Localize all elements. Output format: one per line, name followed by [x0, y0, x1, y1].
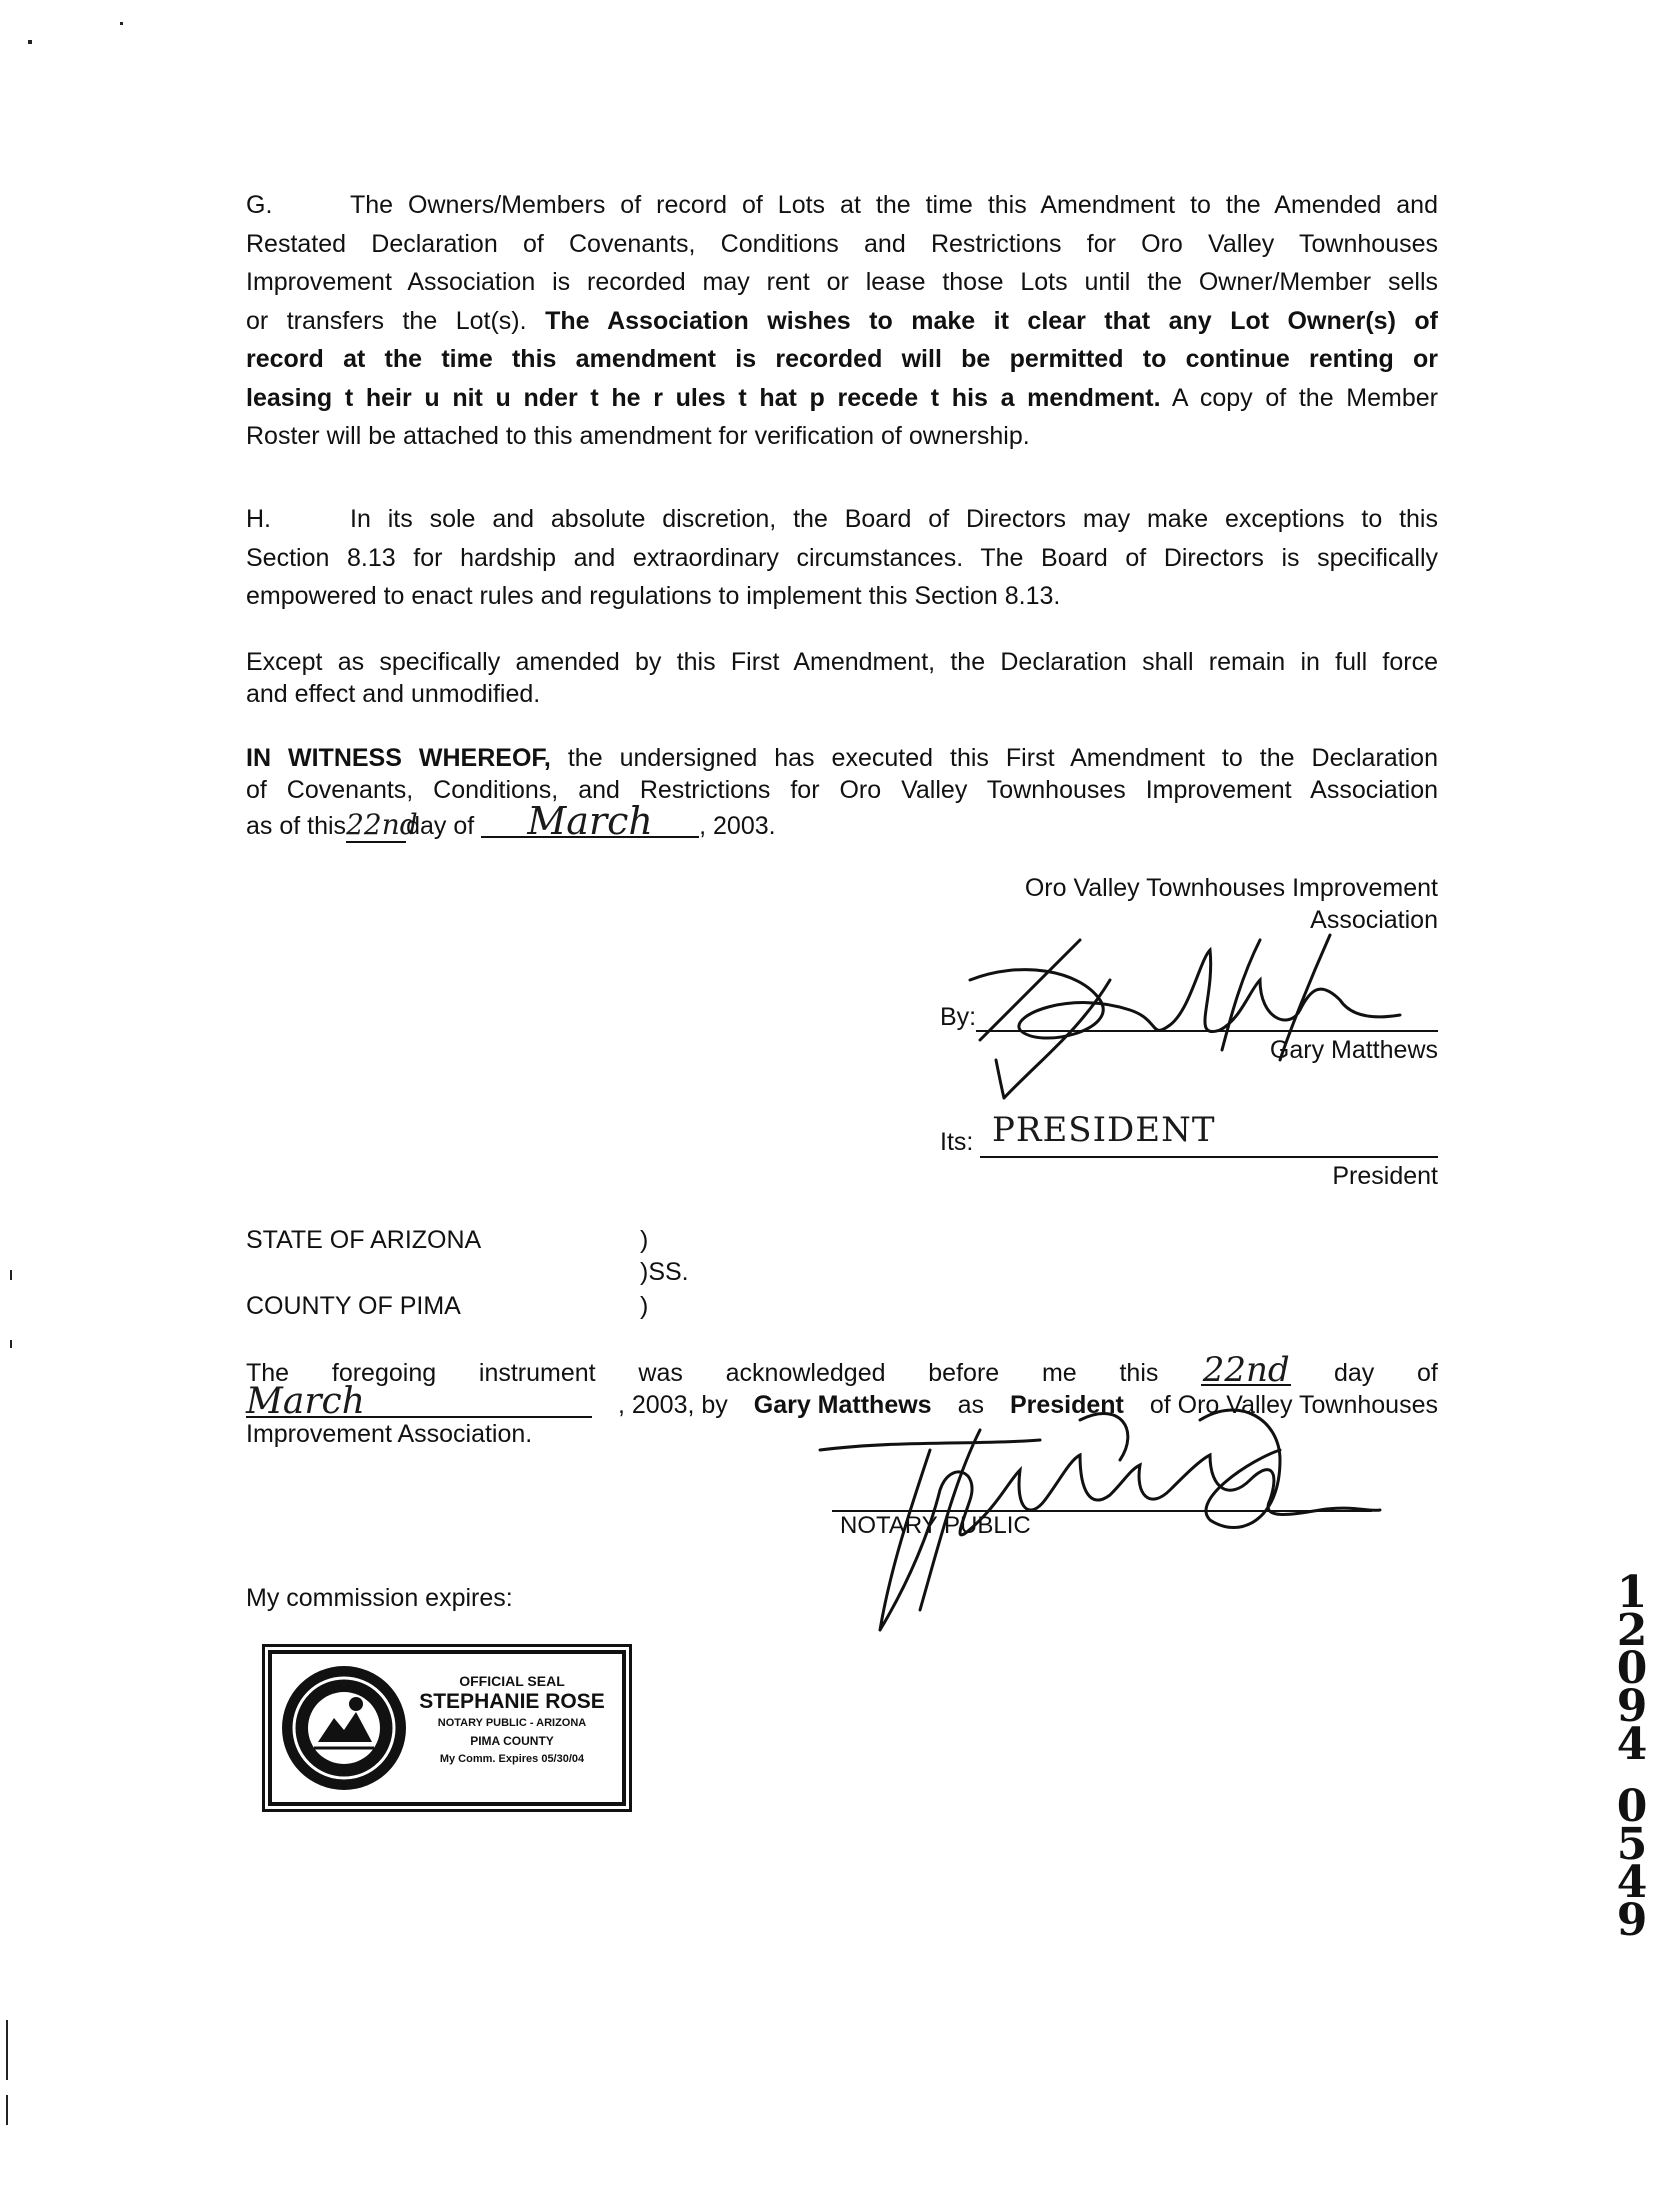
- ack-word: this: [1119, 1359, 1159, 1387]
- margin-digit: 1: [1616, 1567, 1648, 1618]
- ack-word: acknowledged: [725, 1359, 886, 1387]
- witness-month-handwritten: March: [481, 806, 699, 838]
- ack-word: foregoing: [331, 1359, 437, 1387]
- arizona-seal-emblem: [278, 1662, 410, 1794]
- section-h-text: In its sole and absolute discretion, the Board of Directors may make exceptions to this: [350, 505, 1438, 533]
- margin-digit: 4: [1616, 1857, 1648, 1908]
- section-g-label: G.: [246, 191, 273, 219]
- venue-paren: ): [640, 1226, 649, 1254]
- except-text: and effect and unmodified.: [246, 680, 541, 708]
- witness-text: , 2003.: [699, 812, 776, 840]
- section-g-text: Restated Declaration of Covenants, Conditions and Restrictions for Oro Valley Townhouses: [246, 229, 1438, 258]
- ack-word: me: [1041, 1359, 1077, 1387]
- venue-paren: ): [640, 1292, 649, 1320]
- witness-text: as of this: [246, 812, 347, 840]
- by-label: By:: [940, 1003, 977, 1031]
- ack-text: as: [957, 1391, 984, 1419]
- acknowledgment-line-1: [246, 1350, 1438, 1390]
- stephanie-rose-signature: [780, 1400, 1400, 1650]
- section-g-bold-text: record at the time this amendment is recorded will be permitted to continue renting or: [246, 345, 1438, 373]
- except-paragraph: [246, 646, 1438, 710]
- margin-digit: 0: [1616, 1643, 1648, 1694]
- margin-digit: 0: [1616, 1781, 1648, 1832]
- section-g-bold-text: leasing t heir u nit u nder t he r ules t hat p recede t his a mendment.: [246, 383, 1161, 412]
- witness-bold-lead: IN WITNESS WHEREOF,: [246, 744, 551, 772]
- ack-month-handwritten: March: [246, 1388, 592, 1418]
- ack-text: , 2003, by: [617, 1391, 728, 1419]
- witness-text: the undersigned has executed this First Amendment to the Declaration: [567, 744, 1438, 772]
- org-name-line: Oro Valley Townhouses Improvement: [1024, 874, 1438, 902]
- witness-text: day of: [406, 812, 475, 840]
- ack-association: Improvement Association.: [246, 1420, 533, 1448]
- except-text: Except as specifically amended by this First Amendment, the Declaration shall remain in full force: [246, 648, 1438, 676]
- gary-matthews-signature: [960, 920, 1440, 1100]
- commission-expires-label: My commission expires:: [246, 1584, 513, 1612]
- its-handwritten-title: PRESIDENT: [992, 1110, 1216, 1150]
- ack-word: before: [928, 1359, 1000, 1387]
- section-g-bold-text: The Association wishes to make it clear that any Lot Owner(s) of: [545, 306, 1438, 335]
- ack-signer-name: Gary Matthews: [753, 1391, 932, 1419]
- witness-text: of Covenants, Conditions, and Restrictions for Oro Valley Townhouses Improvement Association: [246, 776, 1438, 804]
- its-signature-line: [980, 1156, 1438, 1158]
- notary-seal-stamp: [268, 1650, 626, 1806]
- its-label: Its:: [940, 1128, 974, 1156]
- org-name-line: Association: [1310, 906, 1438, 934]
- ack-word: The: [246, 1359, 290, 1387]
- notary-public-label: NOTARY PUBLIC: [840, 1512, 1031, 1539]
- section-g-text: Improvement Association is recorded may rent or lease those Lots until the Owner/Member sells: [246, 268, 1438, 296]
- scan-speck: [10, 1340, 12, 1348]
- scan-speck: [6, 2095, 8, 2125]
- section-g-text: or transfers the Lot(s).: [246, 306, 527, 335]
- scan-speck: [120, 22, 123, 25]
- section-g-paragraph: [246, 186, 1438, 456]
- county-of-pima: COUNTY OF PIMA: [246, 1292, 461, 1320]
- seal-line-5: My Comm. Expires 05/30/04: [439, 1753, 585, 1765]
- ack-day-handwritten: 22nd: [1202, 1350, 1290, 1390]
- margin-digit: 9: [1616, 1681, 1648, 1732]
- ack-signer-title: President: [1009, 1391, 1124, 1419]
- section-h-label: H.: [246, 505, 271, 533]
- scan-speck: [28, 40, 32, 44]
- section-g-text: The Owners/Members of record of Lots at the time this Amendment to the Amended and: [350, 191, 1438, 219]
- margin-digit: 9: [1616, 1895, 1648, 1946]
- ack-word: instrument: [478, 1359, 596, 1387]
- margin-digit: 4: [1616, 1719, 1648, 1770]
- witness-paragraph: [246, 742, 1438, 843]
- seal-line-3: NOTARY PUBLIC - ARIZONA: [437, 1717, 587, 1729]
- seal-line-4: PIMA COUNTY: [470, 1734, 554, 1748]
- state-of-arizona: STATE OF ARIZONA: [246, 1226, 482, 1254]
- section-h-text: empowered to enact rules and regulations to implement this Section 8.13.: [246, 582, 1061, 610]
- section-h-text: Section 8.13 for hardship and extraordinary circumstances. The Board of Directors is specifically: [246, 543, 1438, 572]
- signer-name: Gary Matthews: [1269, 1036, 1438, 1064]
- ack-word: of: [1417, 1359, 1438, 1387]
- section-h-paragraph: [246, 500, 1438, 616]
- witness-day-handwritten: 22nd: [346, 808, 418, 841]
- section-g-text: Roster will be attached to this amendment for verification of ownership.: [246, 422, 1030, 450]
- scan-speck: [10, 1270, 12, 1280]
- seal-line-1: OFFICIAL SEAL: [459, 1673, 565, 1689]
- its-printed-title: President: [1332, 1162, 1438, 1190]
- margin-digit: 2: [1616, 1605, 1648, 1656]
- ack-text: of Oro Valley Townhouses: [1149, 1391, 1438, 1419]
- seal-line-2: STEPHANIE ROSE: [419, 1690, 605, 1713]
- scan-speck: [6, 2020, 8, 2080]
- section-g-text: A copy of the Member: [1171, 383, 1438, 412]
- ack-word: day: [1333, 1359, 1375, 1387]
- ack-word: was: [638, 1359, 683, 1387]
- venue-ss: )SS.: [640, 1258, 689, 1286]
- margin-digit: 5: [1616, 1819, 1648, 1870]
